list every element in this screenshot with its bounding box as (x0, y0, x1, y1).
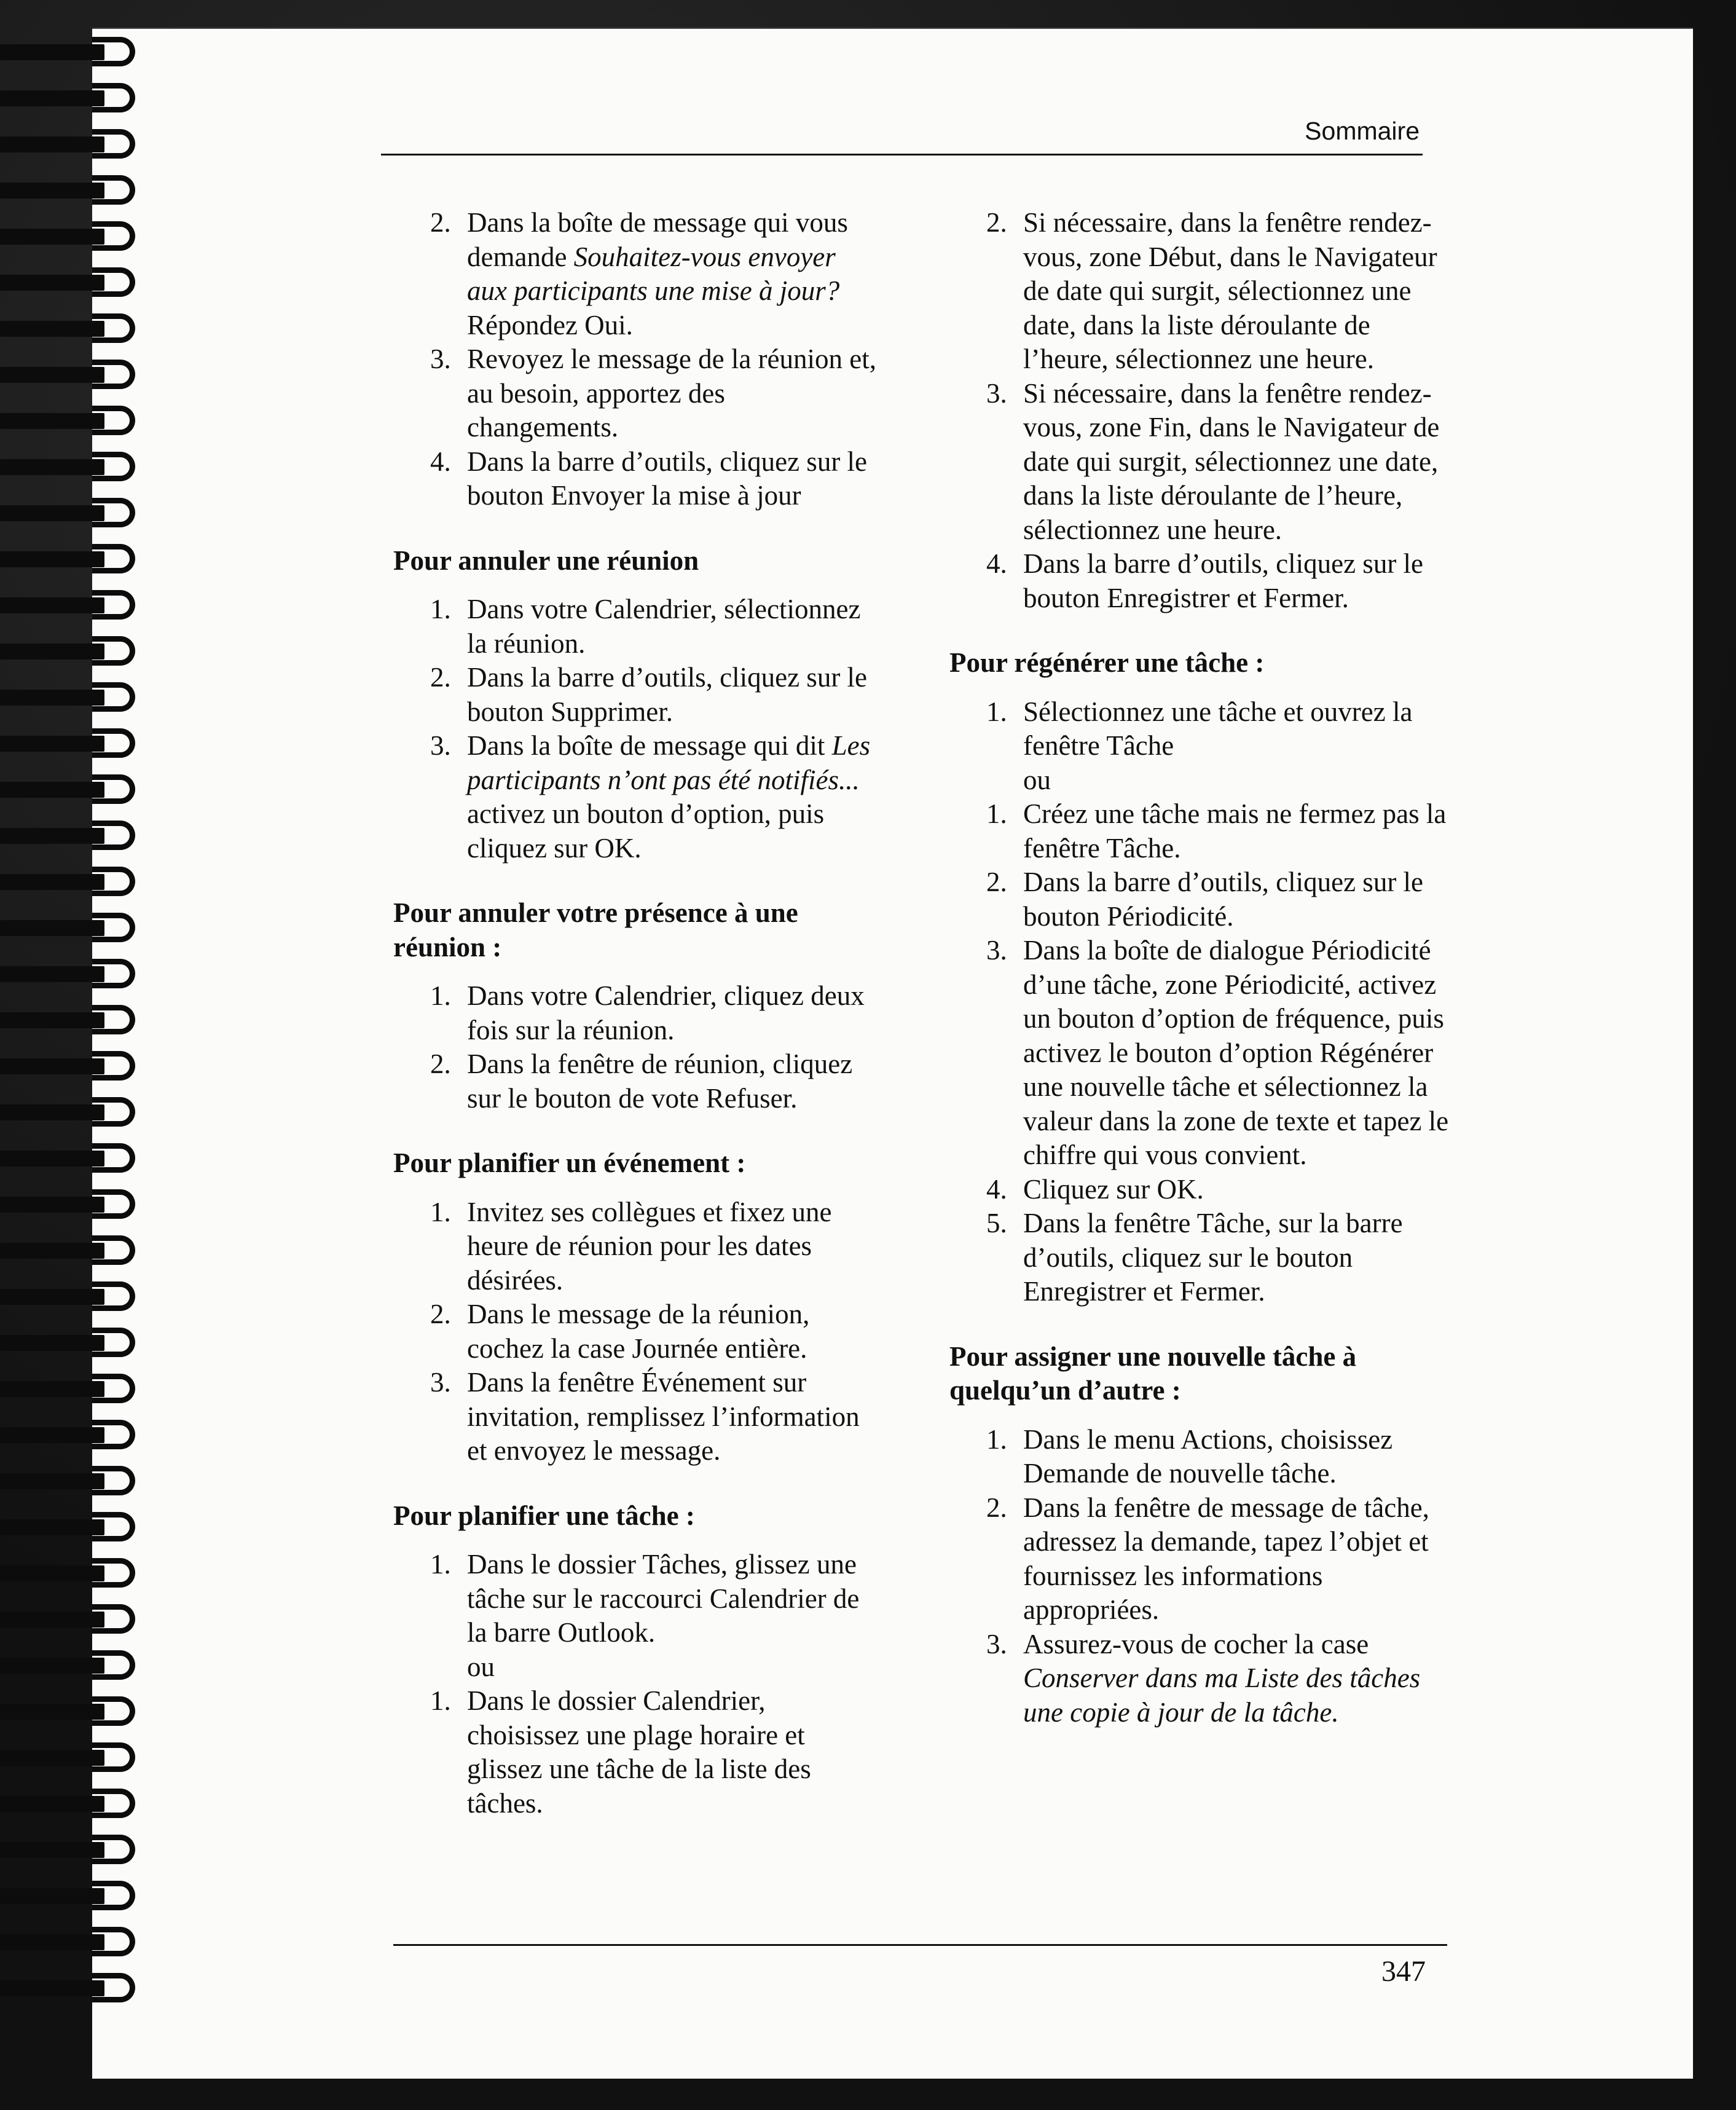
step-text: Dans la barre d’outils, cliquez sur le bouton Enregistrer et Fermer. (1023, 548, 1424, 613)
step-number: 3. (986, 935, 1007, 966)
step-list (949, 695, 1453, 1309)
step-text: Dans votre Calendrier, sélectionnez la réunion. (467, 594, 861, 659)
step-number: 1. (430, 980, 451, 1011)
header-rule (381, 154, 1423, 155)
list-item (986, 1173, 1453, 1207)
list-item (430, 206, 879, 342)
step-text: Dans la barre d’outils, cliquez sur le bouton Supprimer. (467, 662, 868, 727)
step-number: 2. (986, 867, 1007, 897)
list-item (986, 377, 1453, 548)
list-item (430, 661, 879, 729)
list-item (430, 729, 879, 865)
spiral-binding (0, 37, 160, 2065)
step-list (393, 1195, 879, 1468)
section-heading: Pour annuler une réunion (393, 545, 699, 576)
alternative-or (986, 763, 1453, 798)
step-list (949, 206, 1453, 615)
step-text: activez un bouton d’option, puis cliquez sur OK. (467, 798, 825, 864)
list-item (986, 1491, 1453, 1628)
binding-ring (0, 913, 151, 945)
step-number: 4. (430, 446, 451, 477)
step-text: Sélectionnez une tâche et ouvrez la fenêtre Tâche (1023, 696, 1413, 761)
step-text: Dans la boîte de message qui dit (467, 730, 832, 761)
step-number: 2. (986, 1492, 1007, 1523)
step-text: Dans le dossier Calendrier, choisissez une plage horaire et glissez une tâche de la liste des tâches. (467, 1685, 811, 1819)
binding-ring (0, 1281, 151, 1313)
list-item (986, 865, 1453, 934)
section-heading: Pour annuler votre présence à une réunion : (393, 897, 798, 962)
list-item (986, 206, 1453, 377)
binding-ring (0, 37, 151, 69)
binding-ring (0, 175, 151, 207)
binding-ring (0, 1189, 151, 1221)
step-list (393, 979, 879, 1116)
binding-ring (0, 1789, 151, 1821)
binding-ring (0, 1927, 151, 1959)
list-item (986, 695, 1453, 763)
step-text: Dans la fenêtre Tâche, sur la barre d’outils, cliquez sur le bouton Enregistrer et Fermer. (1023, 1208, 1403, 1307)
binding-ring (0, 959, 151, 991)
right-column (949, 206, 1453, 1730)
binding-ring (0, 1235, 151, 1267)
list-item (986, 1207, 1453, 1309)
binding-ring (0, 313, 151, 345)
step-text: Si nécessaire, dans la fenêtre rendez-vous, zone Début, dans le Navigateur de date qui surgit, sélectionnez une date, dans la liste déroulante de l’heure, sélectionnez une heure. (1023, 207, 1437, 374)
binding-ring (0, 590, 151, 622)
step-number: 1. (986, 798, 1007, 829)
step-number: 1. (986, 696, 1007, 727)
binding-ring (0, 83, 151, 115)
binding-ring (0, 1374, 151, 1406)
step-number: 1. (430, 1549, 451, 1580)
step-text: Répondez Oui. (467, 309, 633, 341)
binding-ring (0, 867, 151, 899)
step-number: 3. (986, 1628, 1007, 1659)
step-number: 2. (430, 1299, 451, 1329)
step-number: 2. (430, 1049, 451, 1079)
step-number: 1. (430, 1196, 451, 1227)
step-number: 2. (986, 207, 1007, 238)
running-header: Sommaire (1305, 117, 1420, 145)
binding-ring (0, 774, 151, 806)
binding-ring (0, 221, 151, 253)
step-number: 3. (430, 344, 451, 374)
section-heading: Pour régénérer une tâche : (949, 647, 1265, 678)
binding-ring (0, 1650, 151, 1682)
footer-rule (393, 1944, 1447, 1946)
step-text: Cliquez sur OK. (1023, 1173, 1204, 1205)
step-number: 1. (986, 1423, 1007, 1455)
section-heading: Pour planifier une tâche : (393, 1500, 695, 1531)
step-text: Revoyez le message de la réunion et, au besoin, apportez des changements. (467, 344, 876, 443)
binding-ring (0, 1097, 151, 1129)
step-number: 2. (430, 662, 451, 693)
list-item (430, 1195, 879, 1298)
list-item (430, 592, 879, 661)
step-list (949, 1423, 1453, 1730)
list-item (430, 1366, 879, 1468)
step-number: 3. (986, 377, 1007, 409)
binding-ring (0, 728, 151, 760)
step-text: Assurez-vous de cocher la case (1023, 1628, 1369, 1659)
binding-ring (0, 1143, 151, 1175)
step-text: Créez une tâche mais ne fermez pas la fenêtre Tâche. (1023, 798, 1447, 864)
binding-ring (0, 360, 151, 392)
step-text: Dans le dossier Tâches, glissez une tâche sur le raccourci Calendrier de la barre Outlook. (467, 1549, 860, 1648)
binding-ring (0, 1973, 151, 2005)
binding-ring (0, 1420, 151, 1452)
step-text: Dans le menu Actions, choisissez Demande de nouvelle tâche. (1023, 1423, 1393, 1489)
italic-text: Conserver dans ma Liste des tâches une copie à jour de la tâche. (1023, 1663, 1421, 1728)
list-item (986, 934, 1453, 1173)
step-number: 4. (986, 1173, 1007, 1205)
binding-ring (0, 1558, 151, 1590)
step-number: 5. (986, 1208, 1007, 1238)
binding-ring (0, 267, 151, 299)
step-number: 1. (430, 1685, 451, 1716)
binding-ring (0, 636, 151, 668)
step-number: 3. (430, 730, 451, 761)
step-list (393, 206, 879, 513)
step-list (393, 592, 879, 865)
list-item (430, 1297, 879, 1366)
list-item (986, 1628, 1453, 1730)
binding-ring (0, 452, 151, 484)
list-item (986, 1423, 1453, 1491)
italic-text: Les participants n’ont pas été notifiés... (467, 730, 871, 795)
binding-ring (0, 1742, 151, 1774)
step-text: Si nécessaire, dans la fenêtre rendez-vous, zone Fin, dans le Navigateur de date qui surgit, sélectionnez une date, dans la liste déroulante de l’heure, sélectionnez une heure. (1023, 377, 1440, 545)
left-column (393, 206, 879, 1821)
binding-ring (0, 682, 151, 714)
step-text: ou (467, 1651, 495, 1682)
step-text: ou (1023, 764, 1051, 795)
italic-text: Souhaitez-vous envoyer aux participants une mise à jour? (467, 241, 840, 306)
binding-ring (0, 1604, 151, 1636)
binding-ring (0, 1696, 151, 1728)
binding-ring (0, 1051, 151, 1083)
page-number: 347 (1381, 1955, 1426, 1988)
step-text: Dans votre Calendrier, cliquez deux fois sur la réunion. (467, 980, 865, 1045)
binding-ring (0, 1835, 151, 1867)
binding-ring (0, 1512, 151, 1544)
step-number: 2. (430, 207, 451, 238)
step-number: 4. (986, 548, 1007, 579)
alternative-or (430, 1650, 879, 1685)
step-text: Dans la fenêtre Événement sur invitation, remplissez l’information et envoyez le message. (467, 1367, 860, 1466)
binding-ring (0, 544, 151, 576)
step-number: 1. (430, 594, 451, 624)
binding-ring (0, 129, 151, 161)
step-text: Invitez ses collègues et fixez une heure de réunion pour les dates désirées. (467, 1196, 832, 1296)
list-item (430, 445, 879, 513)
binding-ring (0, 1466, 151, 1498)
binding-ring (0, 1005, 151, 1037)
step-text: Dans la barre d’outils, cliquez sur le bouton Périodicité. (1023, 867, 1424, 932)
section-heading: Pour planifier un événement : (393, 1148, 746, 1178)
step-number: 3. (430, 1367, 451, 1398)
step-text: Dans la fenêtre de réunion, cliquez sur le bouton de vote Refuser. (467, 1049, 853, 1114)
binding-ring (0, 1328, 151, 1360)
list-item (430, 1684, 879, 1821)
binding-ring (0, 1881, 151, 1913)
binding-ring (0, 821, 151, 852)
binding-ring (0, 498, 151, 530)
step-text: Dans le message de la réunion, cochez la case Journée entière. (467, 1299, 810, 1364)
list-item (430, 1548, 879, 1650)
list-item (430, 979, 879, 1047)
list-item (986, 797, 1453, 865)
list-item (430, 1047, 879, 1116)
step-list (393, 1548, 879, 1821)
step-text: Dans la barre d’outils, cliquez sur le bouton Envoyer la mise à jour (467, 446, 868, 511)
section-heading: Pour assigner une nouvelle tâche à quelqu’un d’autre : (949, 1340, 1357, 1406)
list-item (986, 547, 1453, 615)
step-text: Dans la boîte de message qui vous demande (467, 207, 848, 272)
list-item (430, 342, 879, 445)
step-text: Dans la boîte de dialogue Périodicité d’une tâche, zone Périodicité, activez un bouton d’option de fréquence, puis activez le bouton d’option Régénérer une nouvelle tâche et sélectionnez la valeur dans la zone de texte et tapez le chiffre qui vous convient. (1023, 935, 1449, 1170)
binding-ring (0, 406, 151, 438)
step-text: Dans la fenêtre de message de tâche, adressez la demande, tapez l’objet et fournissez les informations appropriées. (1023, 1492, 1429, 1625)
